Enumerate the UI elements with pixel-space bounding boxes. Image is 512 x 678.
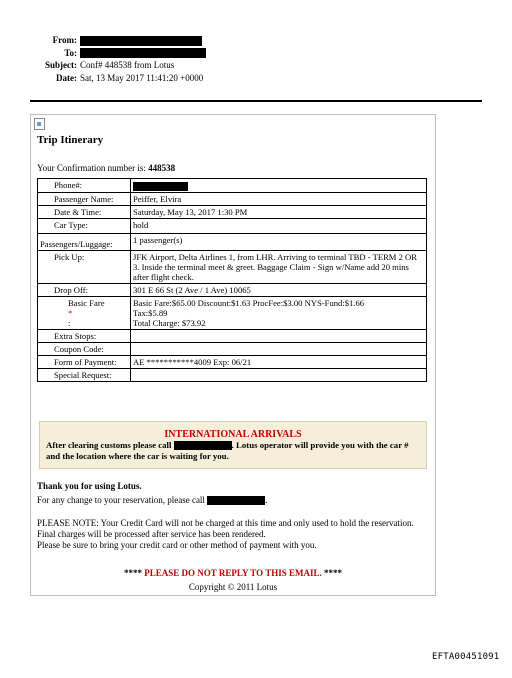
row-label: Form of Payment: [54, 356, 117, 367]
do-not-reply-text: PLEASE DO NOT REPLY TO THIS EMAIL. [144, 568, 322, 578]
row-label: Special Request: [54, 369, 112, 380]
row-label: Coupon Code: [54, 343, 104, 354]
table-row [38, 368, 427, 381]
redacted-phone [174, 441, 232, 450]
table-row [38, 250, 427, 283]
row-label: Drop Off: [54, 284, 88, 295]
row-value: JFK Airport, Delta Airlines 1, from LHR. Arriving to terminal TBD - TERM 2 OR 3. Inside the terminal meet & greet. Baggage Claim - Sign w/Name add 20 mins after flight check. [131, 250, 427, 283]
to-row [30, 47, 206, 60]
table-row [38, 179, 427, 193]
date-row [30, 72, 206, 85]
table-row [38, 218, 427, 233]
thanks-text: Thank you for using Lotus. [37, 481, 142, 491]
row-value: 301 E 66 St (2 Ave / 1 Ave) 10065 [131, 283, 427, 296]
change-text-start: For any change to your reservation, please call [37, 495, 205, 505]
row-label: Date & Time: [54, 206, 102, 217]
do-not-reply-notice [31, 568, 435, 578]
table-row [38, 205, 427, 218]
international-text-end: . Lotus operator will provide you with the car # and the location where the car is waiting for you. [46, 440, 409, 461]
table-row [38, 283, 427, 296]
row-label: Pick Up: [54, 251, 85, 262]
header-divider [30, 100, 482, 102]
itinerary-title: Trip Itinerary [37, 134, 104, 146]
redacted-from [80, 36, 202, 46]
row-value [131, 329, 427, 342]
row-value: AE ***********4009 Exp: 06/21 [131, 355, 427, 368]
subject-row [30, 59, 206, 72]
phone-cell [131, 179, 427, 193]
change-text [37, 495, 267, 505]
date-value: Sat, 13 May 2017 11:41:20 +0000 [80, 72, 204, 83]
row-label: Car Type: [54, 219, 88, 230]
table-row [38, 329, 427, 342]
broken-image-icon [34, 118, 45, 130]
international-title: INTERNATIONAL ARRIVALS [164, 429, 302, 440]
fare-cell [131, 296, 427, 329]
row-value: hold [131, 218, 427, 233]
from-label: From: [52, 35, 77, 45]
table-row [38, 296, 427, 329]
international-text [40, 440, 426, 462]
change-text-end: . [265, 495, 268, 505]
table-row [38, 233, 427, 250]
row-label: Extra Stops: [54, 330, 97, 341]
international-text-start: After clearing customs please call [46, 440, 172, 450]
table-row [38, 342, 427, 355]
note-bring-card: Please be sure to bring your credit card or other method of payment with you. [37, 540, 317, 550]
redacted-phone [133, 182, 188, 191]
note-final-charges: Final charges will be processed after service has been rendered. [37, 529, 266, 539]
row-value [131, 342, 427, 355]
confirmation-line [37, 163, 175, 173]
itinerary-panel [30, 114, 436, 596]
redacted-to [80, 48, 206, 58]
document-id: EFTA00451091 [432, 652, 500, 662]
confirmation-number: 448538 [148, 163, 176, 173]
itinerary-table [37, 178, 427, 382]
note-credit-card: PLEASE NOTE: Your Credit Card will not be charged at this time and only used to hold the reservation. [37, 518, 414, 528]
label-colon: : [68, 317, 71, 328]
email-header [30, 34, 206, 84]
row-value: 1 passenger(s) [131, 233, 427, 250]
table-row [38, 355, 427, 368]
fare-line: Total Charge: $73.92 [133, 317, 206, 328]
to-label: To: [64, 47, 77, 58]
fare-line: Basic Fare:$65.00 Discount:$1.63 ProcFee:$3.00 NYS-Fund:$1.66 [133, 297, 365, 308]
row-value: Peiffer, Elvira [131, 192, 427, 205]
stars-right: **** [323, 568, 342, 578]
notes [37, 518, 429, 551]
subject-value: Conf# 448538 from Lotus [80, 60, 175, 70]
required-mark: * [68, 307, 73, 318]
row-label: Basic Fare [68, 297, 105, 308]
confirmation-prefix: Your Confirmation number is: [37, 163, 146, 173]
row-label: Passenger Name: [54, 193, 114, 204]
stars-left: **** [124, 568, 142, 578]
row-label: Passengers/Luggage: [40, 238, 113, 249]
international-arrivals-box [39, 421, 427, 469]
copyright: Copyright © 2011 Lotus [188, 582, 278, 592]
row-value [131, 368, 427, 381]
subject-label: Subject: [45, 60, 77, 70]
table-row [38, 192, 427, 205]
row-value: Saturday, May 13, 2017 1:30 PM [131, 205, 427, 218]
fare-line: Tax:$5.89 [133, 307, 168, 318]
date-label: Date: [56, 72, 77, 83]
from-row [30, 34, 206, 47]
redacted-phone [207, 495, 268, 505]
row-label: Phone#: [54, 180, 83, 190]
